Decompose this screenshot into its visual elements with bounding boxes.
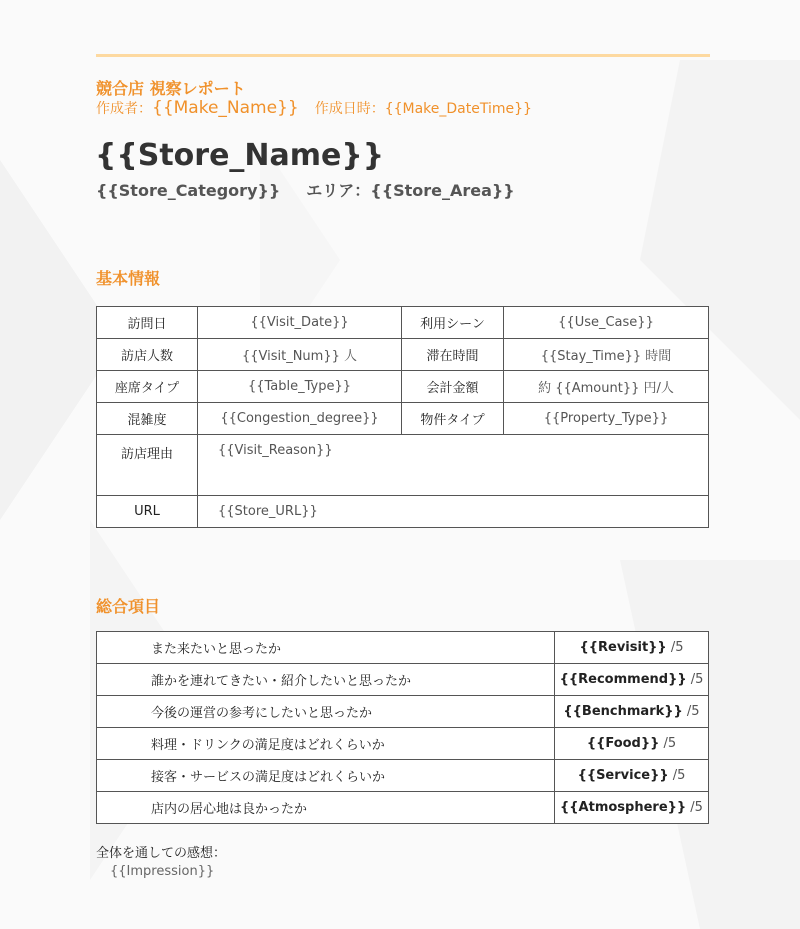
evaluation-row [97, 696, 709, 728]
info-row [97, 403, 709, 435]
header-rule [96, 54, 710, 57]
score-suffix: /5 [659, 736, 677, 751]
visit-num-label: 訪店人数 [97, 339, 198, 371]
score-placeholder: {{Benchmark}} [563, 704, 683, 719]
use-case-value: {{Use_Case}} [504, 307, 709, 339]
info-row [97, 371, 709, 403]
property-type-value: {{Property_Type}} [504, 403, 709, 435]
score-placeholder: {{Service}} [577, 768, 669, 783]
datetime-label: 作成日時： [314, 101, 385, 117]
url-label: URL [97, 496, 198, 528]
evaluation-question: 接客・サービスの満足度はどれくらいか [97, 760, 555, 792]
datetime-value: {{Make_DateTime}} [384, 101, 532, 117]
store-name: {{Store_Name}} [95, 138, 385, 173]
maker-label: 作成者： [96, 101, 152, 117]
evaluation-score [555, 760, 709, 792]
stay-time-label: 滞在時間 [402, 339, 504, 371]
impression-value: {{Impression}} [110, 864, 215, 879]
evaluation-score [555, 792, 709, 824]
evaluation-question: 料理・ドリンクの満足度はどれくらいか [97, 728, 555, 760]
evaluation-row [97, 728, 709, 760]
evaluation-question: 誰かを連れてきたい・紹介したいと思ったか [97, 664, 555, 696]
summary-title: 総合項目 [96, 597, 161, 616]
info-row [97, 307, 709, 339]
store-area: {{Store_Area}} [370, 181, 515, 200]
evaluation-row [97, 792, 709, 824]
score-suffix: /5 [666, 640, 684, 655]
score-placeholder: {{Recommend}} [559, 672, 687, 687]
table-type-label: 座席タイプ [97, 371, 198, 403]
use-case-label: 利用シーン [402, 307, 504, 339]
table-type-value: {{Table_Type}} [198, 371, 402, 403]
score-placeholder: {{Revisit}} [579, 640, 667, 655]
score-suffix: /5 [686, 672, 704, 687]
evaluation-question: 店内の居心地は良かったか [97, 792, 555, 824]
evaluation-table [96, 631, 709, 824]
report-title: 競合店 視察レポート [96, 79, 246, 98]
visit-date-value: {{Visit_Date}} [198, 307, 402, 339]
score-placeholder: {{Atmosphere}} [560, 800, 687, 815]
store-category: {{Store_Category}} [96, 181, 281, 200]
congestion-value: {{Congestion_degree}} [198, 403, 402, 435]
evaluation-score [555, 728, 709, 760]
evaluation-row [97, 632, 709, 664]
visit-date-label: 訪問日 [97, 307, 198, 339]
evaluation-question: 今後の運営の参考にしたいと思ったか [97, 696, 555, 728]
maker-value: {{Make_Name}} [152, 98, 299, 118]
stay-time-value: {{Stay_Time}} 時間 [504, 339, 709, 371]
amount-label: 会計金額 [402, 371, 504, 403]
congestion-label: 混雑度 [97, 403, 198, 435]
info-row [97, 496, 709, 528]
store-subtitle [96, 178, 515, 201]
evaluation-score [555, 632, 709, 664]
evaluation-score [555, 664, 709, 696]
basic-info-title: 基本情報 [96, 269, 161, 288]
evaluation-question: また来たいと思ったか [97, 632, 555, 664]
area-label: エリア： [306, 181, 371, 200]
score-placeholder: {{Food}} [586, 736, 660, 751]
evaluation-row [97, 664, 709, 696]
evaluation-row [97, 760, 709, 792]
info-row [97, 339, 709, 371]
score-suffix: /5 [686, 800, 703, 815]
info-row [97, 435, 709, 496]
report-meta [96, 98, 532, 118]
score-suffix: /5 [682, 704, 700, 719]
property-type-label: 物件タイプ [402, 403, 504, 435]
amount-value: 約 {{Amount}} 円/人 [504, 371, 709, 403]
visit-reason-label: 訪店理由 [97, 435, 198, 496]
visit-num-value: {{Visit_Num}} 人 [198, 339, 402, 371]
impression-label: 全体を通しての感想： [96, 846, 227, 861]
basic-info-table [96, 306, 709, 528]
visit-reason-value: {{Visit_Reason}} [198, 435, 709, 496]
evaluation-score [555, 696, 709, 728]
score-suffix: /5 [668, 768, 686, 783]
url-value: {{Store_URL}} [198, 496, 709, 528]
